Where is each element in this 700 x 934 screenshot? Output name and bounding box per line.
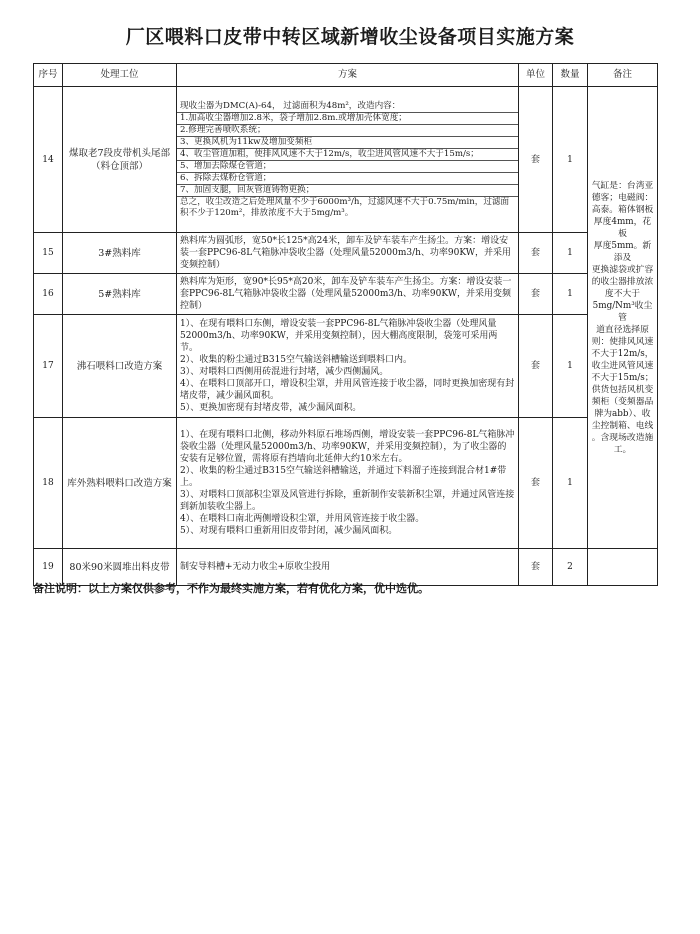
row-plan: 熟料库为圆弧形，宽50*长125*高24米，卸车及铲车装车产生扬尘。方案：增设安装一套PPC96-8L气箱脉冲袋收尘器（处理风量52000m3/h、功率90KW，并采用变频控制） bbox=[177, 233, 519, 274]
row-plan bbox=[177, 87, 519, 233]
plan-table bbox=[33, 63, 658, 586]
header-note: 备注 bbox=[588, 64, 658, 87]
row-process: 沸石喂料口改造方案 bbox=[63, 315, 177, 418]
plan-item: 6、拆除去煤粉仓管道； bbox=[177, 173, 518, 185]
header-unit: 单位 bbox=[519, 64, 553, 87]
row-no: 18 bbox=[34, 418, 63, 549]
plan-item: 4、收尘管道加粗，使排风风速不大于12m/s，收尘进风管风速不大于15m/s； bbox=[177, 149, 518, 161]
row-process: 库外熟料喂料口改造方案 bbox=[63, 418, 177, 549]
plan-item: 2）、收集的粉尘通过B315空气输送斜槽输送，并通过下料溜子连接到混合材1#带上。 bbox=[180, 466, 507, 488]
plan-item: 3）、对喂料口顶部积尘罩及风管进行拆除，重新制作安装新积尘罩，并通过风管连接到新加装收尘器上。 bbox=[180, 490, 515, 512]
row-no: 19 bbox=[34, 549, 63, 586]
plan-item: 4）、在喂料口顶部开口，增设积尘罩，并用风管连接于收尘器，同时更换加密现有封堵皮带，减少漏风面积。 bbox=[180, 379, 515, 401]
header-no: 序号 bbox=[34, 64, 63, 87]
process-line: 煤取老7段皮带机头尾部 bbox=[68, 147, 171, 159]
row-no: 15 bbox=[34, 233, 63, 274]
table-row bbox=[34, 418, 658, 549]
process-line: （料仓顶部） bbox=[90, 160, 148, 172]
header-qty: 数量 bbox=[553, 64, 588, 87]
table-row bbox=[34, 233, 658, 274]
note-line: 尘控制箱、电线 bbox=[591, 420, 654, 431]
row-qty: 1 bbox=[553, 274, 588, 315]
plan-item: 1）、在现有喂料口东侧，增设安装一套PPC96-8L气箱脉冲袋收尘器（处理风量52000m3/h、功率90KW，并采用变频控制），因大棚高度限制，袋笼可采用两节。 bbox=[180, 319, 498, 353]
row-plan bbox=[177, 315, 519, 418]
note-line: 度不大于 bbox=[604, 288, 641, 299]
note-line: 。含现场改造施 bbox=[591, 432, 654, 443]
note-line: 收尘进风管风速 bbox=[591, 360, 654, 371]
row-process: 80米90米圆堆出料皮带 bbox=[63, 549, 177, 586]
plan-item: 总之，收尘改造之后处理风量不少于6000m³/h，过滤风速不大于0.75m/min，过滤面积不少于120m²，排放浓度不大于5mg/m³。 bbox=[180, 196, 510, 218]
note-line: 道直径选择原 bbox=[596, 324, 649, 335]
note-line: 不大于15m/s； bbox=[591, 372, 654, 383]
note-line: 的收尘器排放浓 bbox=[591, 276, 654, 287]
note-line: 德客；电磁阀： bbox=[591, 192, 654, 203]
table-row bbox=[34, 315, 658, 418]
note-line: 高泰。箱体钢板 bbox=[591, 204, 654, 215]
plan-item: 5）、更换加密现有封堵皮带，减少漏风面积。 bbox=[180, 403, 362, 413]
note-line: 牌为abb）、收 bbox=[594, 408, 651, 419]
row-unit: 套 bbox=[519, 315, 553, 418]
remark-note: 备注说明：以上方案仅供参考，不作为最终实施方案，若有优化方案，优中选优。 bbox=[33, 582, 429, 595]
note-line: 更换滤袋或扩容 bbox=[591, 264, 654, 275]
row-plan: 熟料库为矩形，宽90*长95*高20米，卸车及铲车装车产生扬尘。方案：增设安装一套PPC96-8L气箱脉冲袋收尘器（处理风量52000m3/h、功率90KW，并采用变频控制） bbox=[177, 274, 519, 315]
plan-item: 3）、对喂料口西侧用砖混进行封堵，减少西侧漏风。 bbox=[180, 367, 389, 377]
header-process: 处理工位 bbox=[63, 64, 177, 87]
plan-item: 5、增加去除煤仓管道； bbox=[177, 161, 518, 173]
row-process: 5#熟料库 bbox=[63, 274, 177, 315]
row-qty: 1 bbox=[553, 87, 588, 233]
table-row bbox=[34, 87, 658, 233]
note-line: 5mg/Nm³收尘管 bbox=[592, 300, 653, 323]
row-qty: 1 bbox=[553, 418, 588, 549]
plan-item: 现收尘器为DMC(A)-64， 过滤面积为48m²，改造内容： bbox=[177, 101, 518, 113]
plan-item: 1.加高收尘器增加2.8米，袋子增加2.8m.或增加壳体宽度； bbox=[177, 113, 518, 125]
note-line: 厚度4mm，花板 bbox=[593, 216, 652, 239]
row-no: 14 bbox=[34, 87, 63, 233]
plan-item: 4）、在喂料口南北两侧增设积尘罩，并用风管连接于收尘器。 bbox=[180, 514, 425, 524]
plan-item: 3、更换风机为11kw及增加变频柜 bbox=[177, 137, 518, 149]
table-header-row bbox=[34, 64, 658, 87]
row-qty: 1 bbox=[553, 315, 588, 418]
table-row bbox=[34, 274, 658, 315]
row-qty: 2 bbox=[553, 549, 588, 586]
note-line: 则：使排风风速 bbox=[591, 336, 654, 347]
row-qty: 1 bbox=[553, 233, 588, 274]
row-no: 16 bbox=[34, 274, 63, 315]
note-line: 频柜（变频器品 bbox=[591, 396, 654, 407]
note-line: 气缸是：台湾亚 bbox=[591, 180, 654, 191]
note-line: 工。 bbox=[613, 444, 632, 455]
note-line: 供货包括风机变 bbox=[591, 384, 654, 395]
note-empty-cell bbox=[588, 549, 658, 586]
row-unit: 套 bbox=[519, 233, 553, 274]
row-plan bbox=[177, 418, 519, 549]
row-unit: 套 bbox=[519, 87, 553, 233]
header-plan: 方案 bbox=[177, 64, 519, 87]
row-unit: 套 bbox=[519, 549, 553, 586]
page-title: 厂区喂料口皮带中转区域新增收尘设备项目实施方案 bbox=[125, 26, 575, 48]
plan-item: 5）、对现有喂料口重新用旧皮带封闭，减少漏风面积。 bbox=[180, 526, 398, 536]
note-cell bbox=[588, 87, 658, 549]
row-unit: 套 bbox=[519, 274, 553, 315]
plan-item: 7、加固支腿，回灰管道铸物更换； bbox=[177, 185, 518, 197]
note-line: 不大于12m/s， bbox=[591, 348, 654, 359]
row-plan: 制安导料槽+无动力收尘+原收尘投用 bbox=[177, 549, 519, 586]
note-line: 厚度5mm。新添及 bbox=[593, 240, 652, 263]
plan-item: 1）、在现有喂料口北侧，移动外料原石堆场西侧，增设安装一套PPC96-8L气箱脉冲袋收尘器（处理风量52000m3/h、功率90KW，并采用变频控制），为了收尘器的安装有足够位置，需将原有挡墙向北延伸大约10米左右。 bbox=[180, 430, 515, 464]
row-unit: 套 bbox=[519, 418, 553, 549]
row-process: 3#熟料库 bbox=[63, 233, 177, 274]
plan-item: 2）、收集的粉尘通过B315空气输送斜槽输送到喂料口内。 bbox=[180, 355, 413, 365]
plan-item: 2.修理完善喷吹系统； bbox=[177, 125, 518, 137]
row-no: 17 bbox=[34, 315, 63, 418]
row-process bbox=[63, 87, 177, 233]
